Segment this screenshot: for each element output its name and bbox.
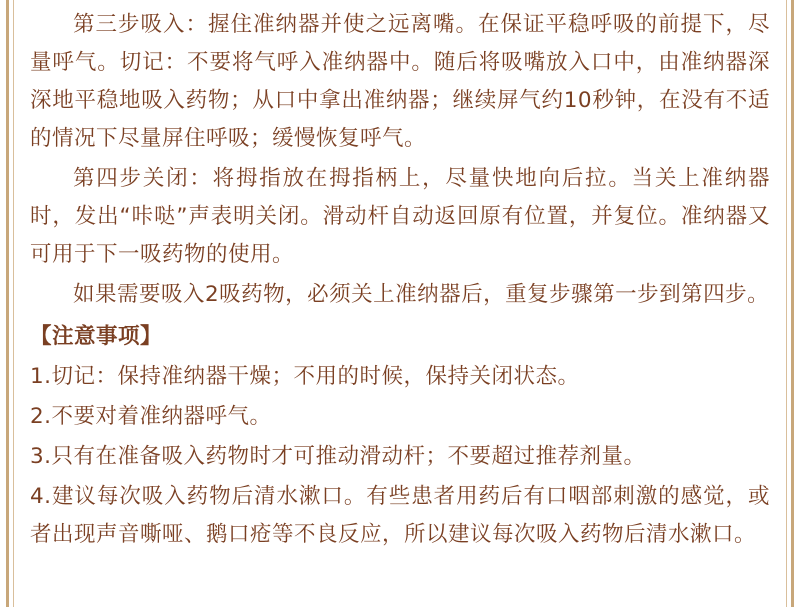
note-item-2: 2.不要对着准纳器呼气。 — [30, 404, 272, 429]
document-body — [30, 6, 770, 556]
note-item-4: 4.建议每次吸入药物后清水漱口。有些患者用药后有口咽部刺激的感觉，或者出现声音嘶哑、鹅口疮等不良反应，所以建议每次吸入药物后清水漱口。 — [30, 484, 770, 547]
right-border-inner-rule — [786, 0, 787, 607]
right-border-rule — [791, 0, 794, 607]
paragraph-step-three: 第三步吸入：握住准纳器并使之远离嘴。在保证平稳呼吸的前提下，尽量呼气。切记：不要将气呼入准纳器中。随后将吸嘴放入口中，由准纳器深深地平稳地吸入药物；从口中拿出准纳器；继续屏气约10秒钟，在没有不适的情况下尽量屏住呼吸；缓慢恢复呼气。 — [30, 12, 770, 151]
paragraph-two-doses-note: 如果需要吸入2吸药物，必须关上准纳器后，重复步骤第一步到第四步。 — [73, 282, 770, 307]
left-border-inner-rule — [13, 0, 14, 607]
left-border-rule — [6, 0, 9, 607]
paragraph-step-four: 第四步关闭：将拇指放在拇指柄上，尽量快地向后拉。当关上准纳器时，发出“咔哒”声表明关闭。滑动杆自动返回原有位置，并复位。准纳器又可用于下一吸药物的使用。 — [30, 166, 770, 267]
notes-section-heading: 【注意事项】 — [30, 324, 163, 349]
note-item-3: 3.只有在准备吸入药物时才可推动滑动杆；不要超过推荐剂量。 — [30, 444, 646, 469]
note-item-1: 1.切记：保持准纳器干燥；不用的时候，保持关闭状态。 — [30, 364, 580, 389]
